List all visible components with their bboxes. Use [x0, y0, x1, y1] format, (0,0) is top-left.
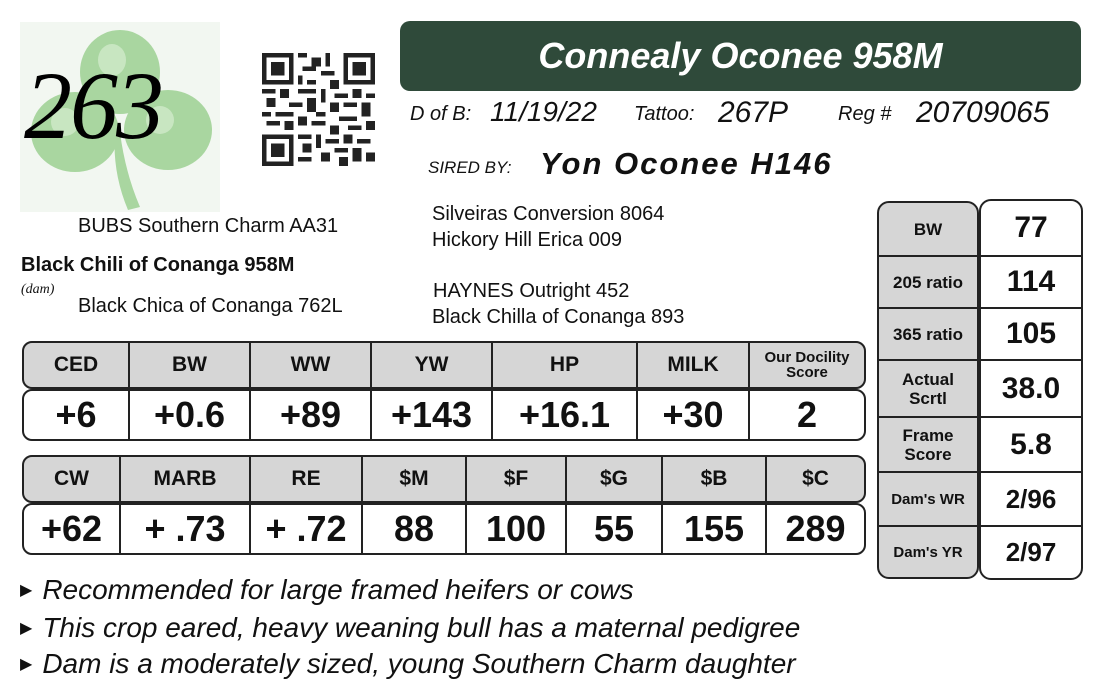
epd-value-ced: +6 — [55, 394, 97, 435]
epd-header-dollar-g: $G — [565, 457, 661, 501]
epd-header-milk: MILK — [636, 343, 748, 387]
sire-sire: Silveiras Conversion 8064 — [432, 203, 665, 225]
epd-value-docility: 2 — [748, 391, 864, 439]
note-text: This crop eared, heavy weaning bull has a maternal pedigree — [42, 612, 801, 643]
dam-tag: (dam) — [21, 282, 55, 297]
stat-label-actual-scrtl: Actual Scrtl — [879, 359, 977, 416]
sire-dam: Hickory Hill Erica 009 — [432, 229, 623, 251]
epd-value-dollar-m: 88 — [361, 505, 465, 553]
epd-value-hp: +16.1 — [491, 391, 636, 439]
epd-value-bw: +0.6 — [128, 391, 249, 439]
animal-name: Connealy Oconee 958M — [538, 35, 943, 76]
epd-value-ww: +89 — [249, 391, 370, 439]
stat-value-bw: 77 — [1014, 211, 1048, 244]
note-item — [20, 648, 796, 680]
note-item — [20, 574, 634, 606]
epd-header-hp: HP — [491, 343, 636, 387]
title-banner — [400, 21, 1081, 91]
epd-value-dollar-g: 55 — [565, 505, 661, 553]
dob-value: 11/19/22 — [490, 96, 597, 127]
epd-value-marb: + .73 — [119, 505, 249, 553]
epd-value-cw: +62 — [40, 508, 103, 549]
epd-table-2-values — [22, 503, 866, 555]
epd-header-dollar-c: $C — [765, 457, 864, 501]
epd-table-1-values — [22, 389, 866, 441]
dam-dam-sire: HAYNES Outright 452 — [433, 280, 630, 302]
epd-header-marb: MARB — [119, 457, 249, 501]
side-stats-labels — [877, 201, 979, 579]
epd-value-dollar-f: 100 — [465, 505, 565, 553]
dam-dam-dam: Black Chilla of Conanga 893 — [432, 306, 685, 328]
epd-header-bw: BW — [128, 343, 249, 387]
dam-dam: Black Chica of Conanga 762L — [78, 295, 343, 317]
epd-header-dollar-f: $F — [465, 457, 565, 501]
triangle-bullet-icon: ▶ — [20, 656, 33, 673]
reg-value: 20709065 — [916, 96, 1050, 129]
epd-header-ced: CED — [53, 353, 99, 376]
epd-table-1-header — [22, 341, 866, 389]
epd-value-milk: +30 — [636, 391, 748, 439]
epd-table-1 — [22, 341, 866, 441]
stat-label-frame-score: Frame Score — [879, 416, 977, 471]
sired-by-label: SIRED BY: — [428, 158, 512, 177]
qr-code-icon — [262, 53, 375, 166]
epd-header-yw: YW — [370, 343, 491, 387]
dam-name: Black Chili of Conanga 958M — [21, 254, 295, 276]
reg-label: Reg # — [838, 103, 892, 125]
stat-label-365-ratio: 365 ratio — [879, 307, 977, 359]
note-text: Recommended for large framed heifers or cows — [42, 574, 634, 605]
epd-table-2-header — [22, 455, 866, 503]
dob-label: D of B: — [410, 103, 472, 125]
epd-header-ww: WW — [249, 343, 370, 387]
epd-header-cw: CW — [54, 467, 89, 490]
tattoo-label: Tattoo: — [634, 103, 695, 125]
note-item — [20, 612, 800, 644]
side-stats-values — [979, 199, 1083, 580]
epd-header-dollar-m: $M — [361, 457, 465, 501]
epd-table-2 — [22, 455, 866, 555]
stat-value-dams-yr: 2/97 — [981, 525, 1081, 578]
epd-value-re: + .72 — [249, 505, 361, 553]
epd-value-dollar-c: 289 — [765, 505, 864, 553]
stat-label-dams-yr: Dam's YR — [879, 525, 977, 577]
stat-label-bw: BW — [913, 219, 943, 239]
stat-label-205-ratio: 205 ratio — [879, 255, 977, 307]
stat-value-actual-scrtl: 38.0 — [981, 359, 1081, 416]
triangle-bullet-icon: ▶ — [20, 582, 33, 599]
epd-header-docility: Our Docility Score — [748, 343, 864, 387]
dam-sire: BUBS Southern Charm AA31 — [78, 215, 339, 237]
stat-value-dams-wr: 2/96 — [981, 471, 1081, 525]
note-text: Dam is a moderately sized, young Southern Charm daughter — [42, 648, 796, 679]
tattoo-value: 267P — [718, 96, 789, 129]
triangle-bullet-icon: ▶ — [20, 620, 33, 637]
epd-header-dollar-b: $B — [661, 457, 765, 501]
lot-number: 263 — [24, 52, 162, 159]
stat-value-frame-score: 5.8 — [981, 416, 1081, 471]
stat-value-205-ratio: 114 — [981, 255, 1081, 307]
epd-value-yw: +143 — [370, 391, 491, 439]
sire-name: Yon Oconee H146 — [540, 146, 833, 181]
stat-value-365-ratio: 105 — [981, 307, 1081, 359]
stat-label-dams-wr: Dam's WR — [879, 471, 977, 525]
epd-header-re: RE — [249, 457, 361, 501]
epd-value-dollar-b: 155 — [661, 505, 765, 553]
